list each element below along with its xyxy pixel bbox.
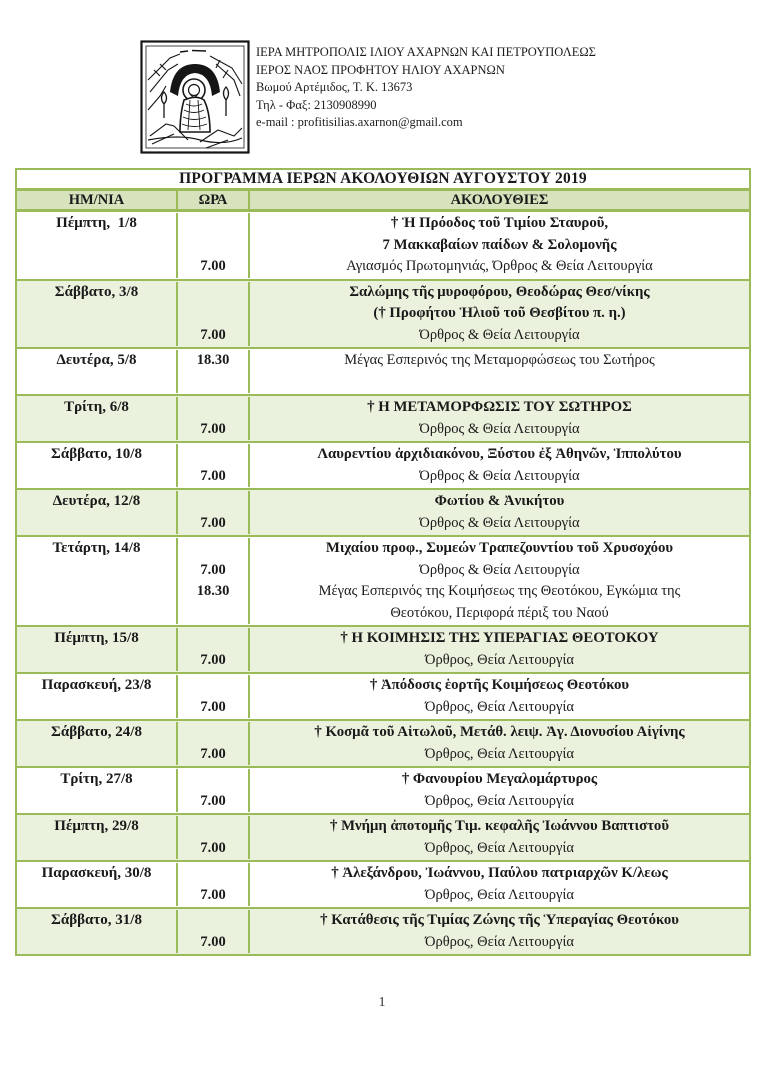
time-value — [178, 303, 248, 325]
service-line: Όρθρος, Θεία Λειτουργία — [425, 792, 574, 809]
prophet-elijah-icon — [140, 40, 250, 154]
time-value: 7.00 — [200, 886, 226, 903]
phone-line: Τηλ - Φαξ: 2130908990 — [256, 97, 377, 112]
time-value: 7.00 — [200, 258, 226, 274]
service-line: Φωτίου & Ἀνικήτου — [434, 493, 565, 509]
time-value — [178, 372, 248, 394]
service-line: († Προφήτου Ἡλιοῦ τοῦ Θεσβίτου π. η.) — [373, 305, 626, 321]
services-cell — [250, 282, 749, 347]
time-value — [178, 603, 248, 625]
date-cell: Σάββατο, 31/8 — [17, 910, 178, 953]
time-value: 7.00 — [200, 514, 226, 531]
service-line — [250, 372, 749, 394]
services-cell — [250, 538, 749, 624]
date-cell: Σάββατο, 10/8 — [17, 444, 178, 487]
time-cell — [178, 282, 250, 347]
time-value: 18.30 — [196, 352, 230, 368]
time-value: 18.30 — [196, 583, 230, 599]
time-cell — [178, 863, 250, 906]
service-line: Μιχαίου προφ., Συμεών Τραπεζουντίου τοῦ Χρυσοχόου — [325, 540, 674, 556]
time-cell — [178, 722, 250, 765]
table-body — [17, 212, 749, 954]
time-cell — [178, 538, 250, 624]
time-cell — [178, 444, 250, 487]
table-row — [17, 815, 749, 862]
service-line: Όρθρος & Θεία Λειτουργία — [419, 514, 580, 531]
date-cell: Τετάρτη, 14/8 — [17, 538, 178, 624]
services-cell — [250, 722, 749, 765]
time-value: 7.00 — [200, 839, 226, 856]
time-value: 7.00 — [200, 933, 226, 950]
service-line: † Η ΚΟΙΜΗΣΙΣ ΤΗΣ ΥΠΕΡΑΓΙΑΣ ΘΕΟΤΟΚΟΥ — [340, 630, 659, 646]
services-cell — [250, 628, 749, 671]
services-cell — [250, 213, 749, 278]
time-value — [178, 722, 248, 744]
service-line: Όρθρος, Θεία Λειτουργία — [425, 886, 574, 903]
services-cell — [250, 350, 749, 393]
services-cell — [250, 675, 749, 718]
date-cell: Πέμπτη, 1/8 — [17, 213, 178, 278]
time-value — [178, 491, 248, 513]
date-cell: Παρασκευή, 30/8 — [17, 863, 178, 906]
time-cell — [178, 397, 250, 440]
service-line: Θεοτόκου, Περιφορά πέριξ του Ναού — [390, 604, 609, 621]
page-number: 1 — [378, 995, 386, 1010]
service-line: Όρθρος, Θεία Λειτουργία — [425, 651, 574, 668]
time-cell — [178, 675, 250, 718]
letterhead — [256, 44, 726, 132]
service-line: † Κοσμᾶ τοῦ Αἰτωλοῦ, Μετάθ. λειψ. Ἁγ. Διονυσίου Αἰγίνης — [314, 724, 685, 740]
time-value — [178, 769, 248, 791]
table-row — [17, 537, 749, 627]
time-value — [178, 863, 248, 885]
time-value: 7.00 — [200, 561, 226, 578]
date-cell: Παρασκευή, 23/8 — [17, 675, 178, 718]
time-value — [178, 397, 248, 419]
time-value: 7.00 — [200, 467, 226, 484]
table-row — [17, 674, 749, 721]
service-line: 7 Μακκαβαίων παίδων & Σολομονῆς — [382, 236, 617, 253]
table-title: ΠΡΟΓΡΑΜΜΑ ΙΕΡΩΝ ΑΚΟΛΟΥΘΙΩΝ ΑΥΓΟΥΣΤΟΥ 2019 — [17, 170, 749, 191]
time-cell — [178, 628, 250, 671]
table-row — [17, 281, 749, 350]
date-cell: Πέμπτη, 29/8 — [17, 816, 178, 859]
service-line: Όρθρος, Θεία Λειτουργία — [425, 933, 574, 950]
service-line: † Ἡ Πρόοδος τοῦ Τιμίου Σταυροῦ, — [390, 215, 609, 231]
column-header-time: ΩΡΑ — [178, 191, 250, 209]
time-cell — [178, 350, 250, 393]
time-value: 7.00 — [200, 698, 226, 715]
column-header-services: ΑΚΟΛΟΥΘΙΕΣ — [450, 191, 549, 208]
time-value — [178, 235, 248, 257]
time-value — [178, 628, 248, 650]
service-line: † Ἀλεξάνδρου, Ἰωάννου, Παύλου πατριαρχῶν Κ/λεως — [331, 865, 668, 881]
time-value — [178, 816, 248, 838]
service-line: Λαυρεντίου ἀρχιδιακόνου, Ξύστου ἐξ Ἀθηνῶν, Ἱππολύτου — [317, 446, 682, 462]
service-line: † Μνήμη ἀποτομῆς Τιμ. κεφαλῆς Ἰωάννου Βαπτιστοῦ — [329, 818, 670, 834]
table-row — [17, 212, 749, 281]
date-cell: Δευτέρα, 12/8 — [17, 491, 178, 534]
service-line: Όρθρος, Θεία Λειτουργία — [425, 745, 574, 762]
service-line: † Κατάθεσις τῆς Τιμίας Ζώνης τῆς Ὑπεραγίας Θεοτόκου — [320, 912, 679, 928]
email-line: e-mail : profitisilias.axarnon@gmail.com — [256, 115, 463, 129]
service-line: † Ἀπόδοσις ἑορτῆς Κοιμήσεως Θεοτόκου — [369, 677, 630, 693]
table-row — [17, 721, 749, 768]
services-cell — [250, 863, 749, 906]
schedule-table — [15, 168, 751, 956]
time-cell — [178, 491, 250, 534]
time-value: 7.00 — [200, 745, 226, 762]
time-value — [178, 213, 248, 235]
time-cell — [178, 769, 250, 812]
service-line: Μέγας Εσπερινός της Μεταμορφώσεως του Σωτήρος — [344, 352, 655, 368]
table-row — [17, 396, 749, 443]
org-name-line: ΙΕΡΑ ΜΗΤΡΟΠΟΛΙΣ ΙΛΙΟΥ ΑΧΑΡΝΩΝ ΚΑΙ ΠΕΤΡΟΥΠΟΛΕΩΣ — [256, 45, 596, 59]
services-cell — [250, 910, 749, 953]
time-value — [178, 675, 248, 697]
table-row — [17, 490, 749, 537]
time-value — [178, 444, 248, 466]
service-line: Όρθρος & Θεία Λειτουργία — [419, 420, 580, 437]
time-value: 7.00 — [200, 420, 226, 437]
service-line: Αγιασμός Πρωτομηνιάς, Όρθρος & Θεία Λειτουργία — [346, 258, 653, 274]
church-name-line: ΙΕΡΟΣ ΝΑΟΣ ΠΡΟΦΗΤΟΥ ΗΛΙΟΥ ΑΧΑΡΝΩΝ — [256, 62, 505, 77]
date-cell: Σάββατο, 24/8 — [17, 722, 178, 765]
time-value: 7.00 — [200, 651, 226, 668]
time-value: 7.00 — [200, 326, 226, 343]
time-value — [178, 910, 248, 932]
services-cell — [250, 397, 749, 440]
table-row — [17, 627, 749, 674]
table-row — [17, 909, 749, 954]
service-line: Όρθρος & Θεία Λειτουργία — [419, 326, 580, 343]
service-line: † Η ΜΕΤΑΜΟΡΦΩΣΙΣ ΤΟΥ ΣΩΤΗΡΟΣ — [367, 399, 632, 415]
time-value: 7.00 — [200, 792, 226, 809]
service-line: Όρθρος, Θεία Λειτουργία — [425, 839, 574, 856]
time-cell — [178, 910, 250, 953]
service-line: Όρθρος, Θεία Λειτουργία — [425, 698, 574, 715]
service-line: Σαλώμης τῆς μυροφόρου, Θεοδώρας Θεσ/νίκης — [349, 283, 650, 300]
date-cell: Δευτέρα, 5/8 — [17, 350, 178, 393]
table-row — [17, 443, 749, 490]
services-cell — [250, 491, 749, 534]
services-cell — [250, 444, 749, 487]
service-line: † Φανουρίου Μεγαλομάρτυρος — [401, 771, 598, 787]
date-cell: Τρίτη, 27/8 — [17, 769, 178, 812]
service-line: Όρθρος & Θεία Λειτουργία — [419, 561, 580, 578]
service-line: Μέγας Εσπερινός της Κοιμήσεως της Θεοτόκου, Εγκώμια της — [318, 583, 681, 599]
date-cell: Τρίτη, 6/8 — [17, 397, 178, 440]
date-cell: Πέμπτη, 15/8 — [17, 628, 178, 671]
service-line: Όρθρος & Θεία Λειτουργία — [419, 467, 580, 484]
table-header — [17, 191, 749, 212]
time-value — [178, 538, 248, 560]
time-cell — [178, 213, 250, 278]
table-row — [17, 768, 749, 815]
column-header-date: ΗΜ/ΝΙΑ — [17, 191, 178, 209]
time-cell — [178, 816, 250, 859]
table-row — [17, 349, 749, 396]
date-cell: Σάββατο, 3/8 — [17, 282, 178, 347]
time-value — [178, 282, 248, 304]
services-cell — [250, 769, 749, 812]
services-cell — [250, 816, 749, 859]
address-line: Βωμού Αρτέμιδος, Τ. Κ. 13673 — [256, 80, 413, 94]
table-row — [17, 862, 749, 909]
